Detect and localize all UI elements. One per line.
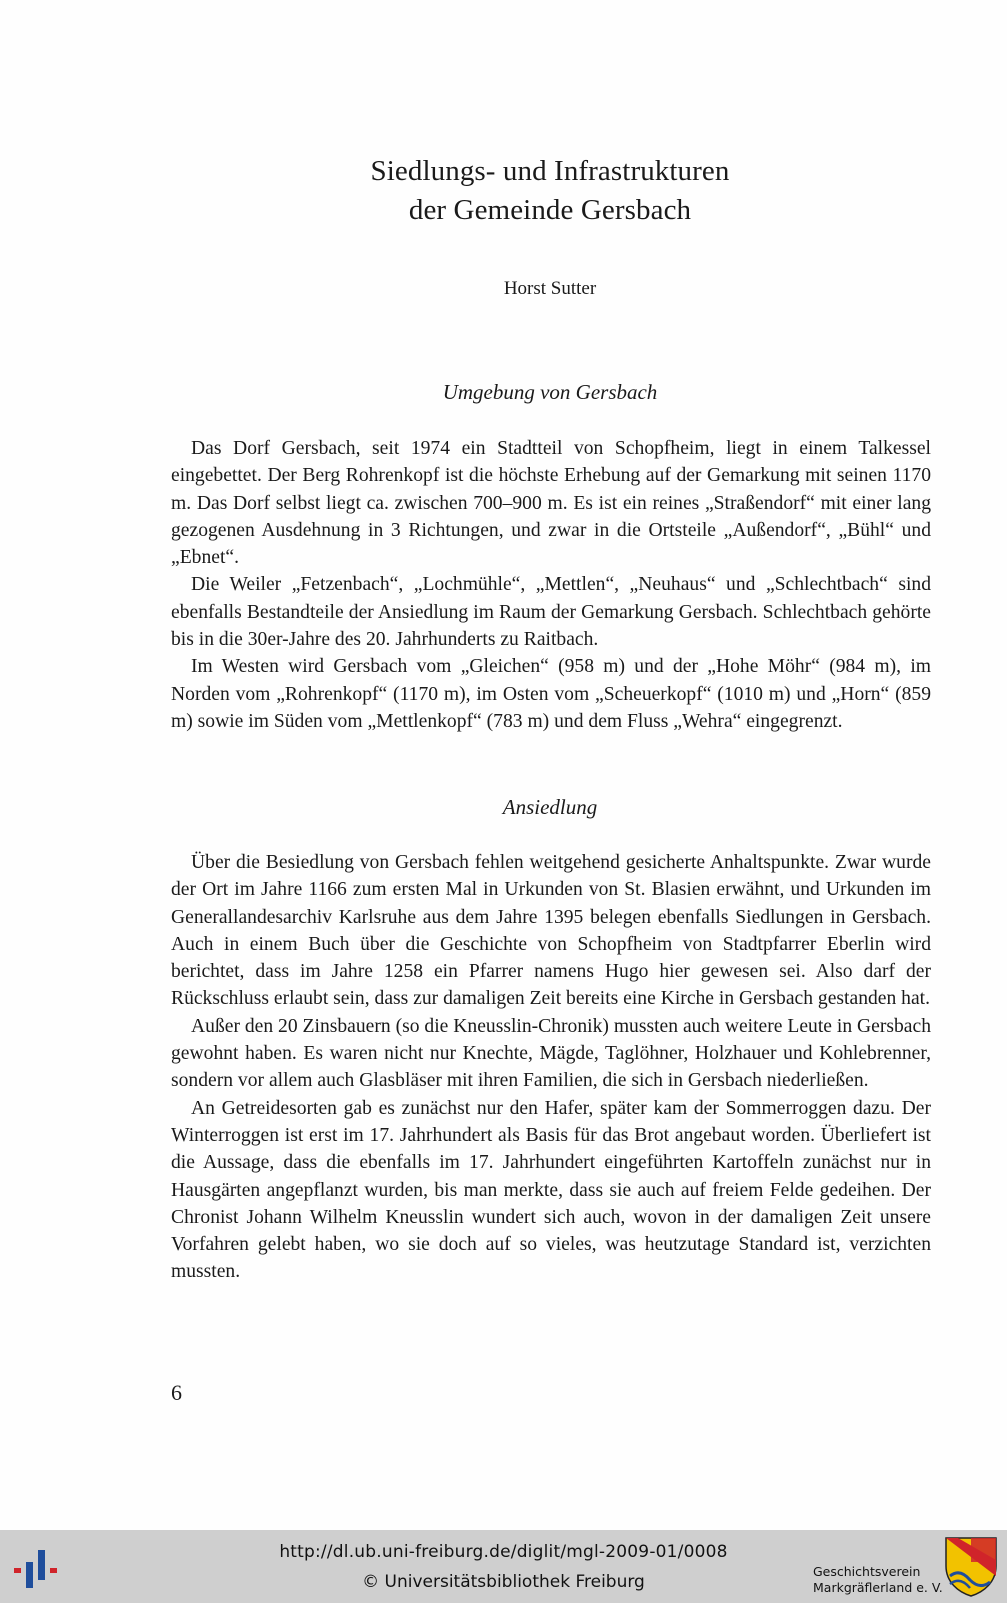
society-line-2: Markgräflerland e. V.	[813, 1580, 943, 1595]
section-heading-ansiedlung: Ansiedlung	[502, 795, 598, 819]
paragraph: Die Weiler „Fetzenbach“, „Lochmühle“, „Mettlen“, „Neuhaus“ und „Schlechtbach“ sind ebenfalls Bestandteile der Ansiedlung im Raum der Gemarkung Gersbach. Schlechtbach gehörte bis in die 30er-Jahre des 20. Jahrhunderts zu Raitbach.	[171, 574, 931, 651]
paragraph: Das Dorf Gersbach, seit 1974 ein Stadtteil von Schopfheim, liegt in einem Talkessel eingebettet. Der Berg Rohrenkopf ist die höchste Erhebung auf der Gemarkung mit seinen 1170 m. Das Dorf selbst liegt ca. zwischen 700–900 m. Es ist ein reines „Straßendorf“ mit einer lang gezogenen Ausdehnung in 3 Richtungen, und zwar in die Ortsteile „Außendorf“, „Bühl“ und „Ebnet“.	[171, 438, 931, 569]
copyright-notice: © Universitätsbibliothek Freiburg	[362, 1572, 645, 1592]
coat-of-arms-icon	[944, 1536, 998, 1598]
paragraph: Im Westen wird Gersbach vom „Gleichen“ (958 m) und der „Hohe Möhr“ (984 m), im Norden vom „Rohrenkopf“ (1170 m), im Osten vom „Scheuerkopf“ (1010 m) und „Horn“ (859 m) sowie im Süden vom „Mettlenkopf“ (783 m) und dem Fluss „Wehra“ eingegrenzt.	[171, 656, 931, 732]
paragraph: Außer den 20 Zinsbauern (so die Kneusslin-Chronik) mussten auch weitere Leute in Gersbach gewohnt haben. Es waren nicht nur Knechte, Mägde, Taglöhner, Holzhauer und Kohlebrenner, sondern vor allem auch Glasbläser mit ihren Familien, die sich in Gersbach niederließen.	[171, 1015, 931, 1092]
paragraph: Über die Besiedlung von Gersbach fehlen weitgehend gesicherte Anhaltspunkte. Zwar wurde der Ort im Jahre 1166 zum ersten Mal in Urkunden von St. Blasien erwähnt, und Urkunden im Generallandesarchiv Karlsruhe aus dem Jahre 1395 belegen ebenfalls Siedlungen in Gersbach. Auch in einem Buch über die Geschichte von Schopfheim von Stadtpfarrer Eberlin wird berichtet, dass im Jahre 1258 ein Pfarrer namens Hugo hier gewesen sei. Also darf der Rückschluss erlaubt sein, dass zur damaligen Zeit bereits eine Kirche in Gersbach gestanden hat.	[171, 852, 931, 1010]
paragraph: An Getreidesorten gab es zunächst nur den Hafer, später kam der Sommerroggen dazu. Der Winterroggen ist erst im 17. Jahrhundert als Basis für das Brot angebaut worden. Überliefert ist die Aussage, dass die ebenfalls im 17. Jahrhundert eingeführten Kartoffeln zunächst nur in Hausgärten angepflanzt wurden, bis man merkte, dass sie auch auf freiem Felde gedeihen. Der Chronist Johann Wilhelm Kneusslin wundert sich auch, wovon in der damaligen Zeit unsere Vorfahren gelebt haben, wo sie doch auf so vieles, was heutzutage Standard ist, verzichten mussten.	[171, 1097, 931, 1283]
society-name	[813, 1564, 943, 1596]
title-line-2: der Gemeinde Gersbach	[408, 194, 692, 226]
section-body-ansiedlung	[171, 849, 931, 1286]
page-number: 6	[171, 1380, 182, 1405]
permalink-url[interactable]: http://dl.ub.uni-freiburg.de/diglit/mgl-2009-01/0008	[279, 1542, 728, 1562]
footer-bar	[0, 1530, 1007, 1603]
document-title	[170, 152, 930, 230]
section-body-umgebung	[171, 435, 931, 735]
section-heading-umgebung: Umgebung von Gersbach	[442, 380, 658, 404]
author-name: Horst Sutter	[503, 278, 597, 299]
title-line-1: Siedlungs- und Infrastrukturen	[370, 155, 730, 187]
society-line-1: Geschichtsverein	[813, 1564, 921, 1579]
